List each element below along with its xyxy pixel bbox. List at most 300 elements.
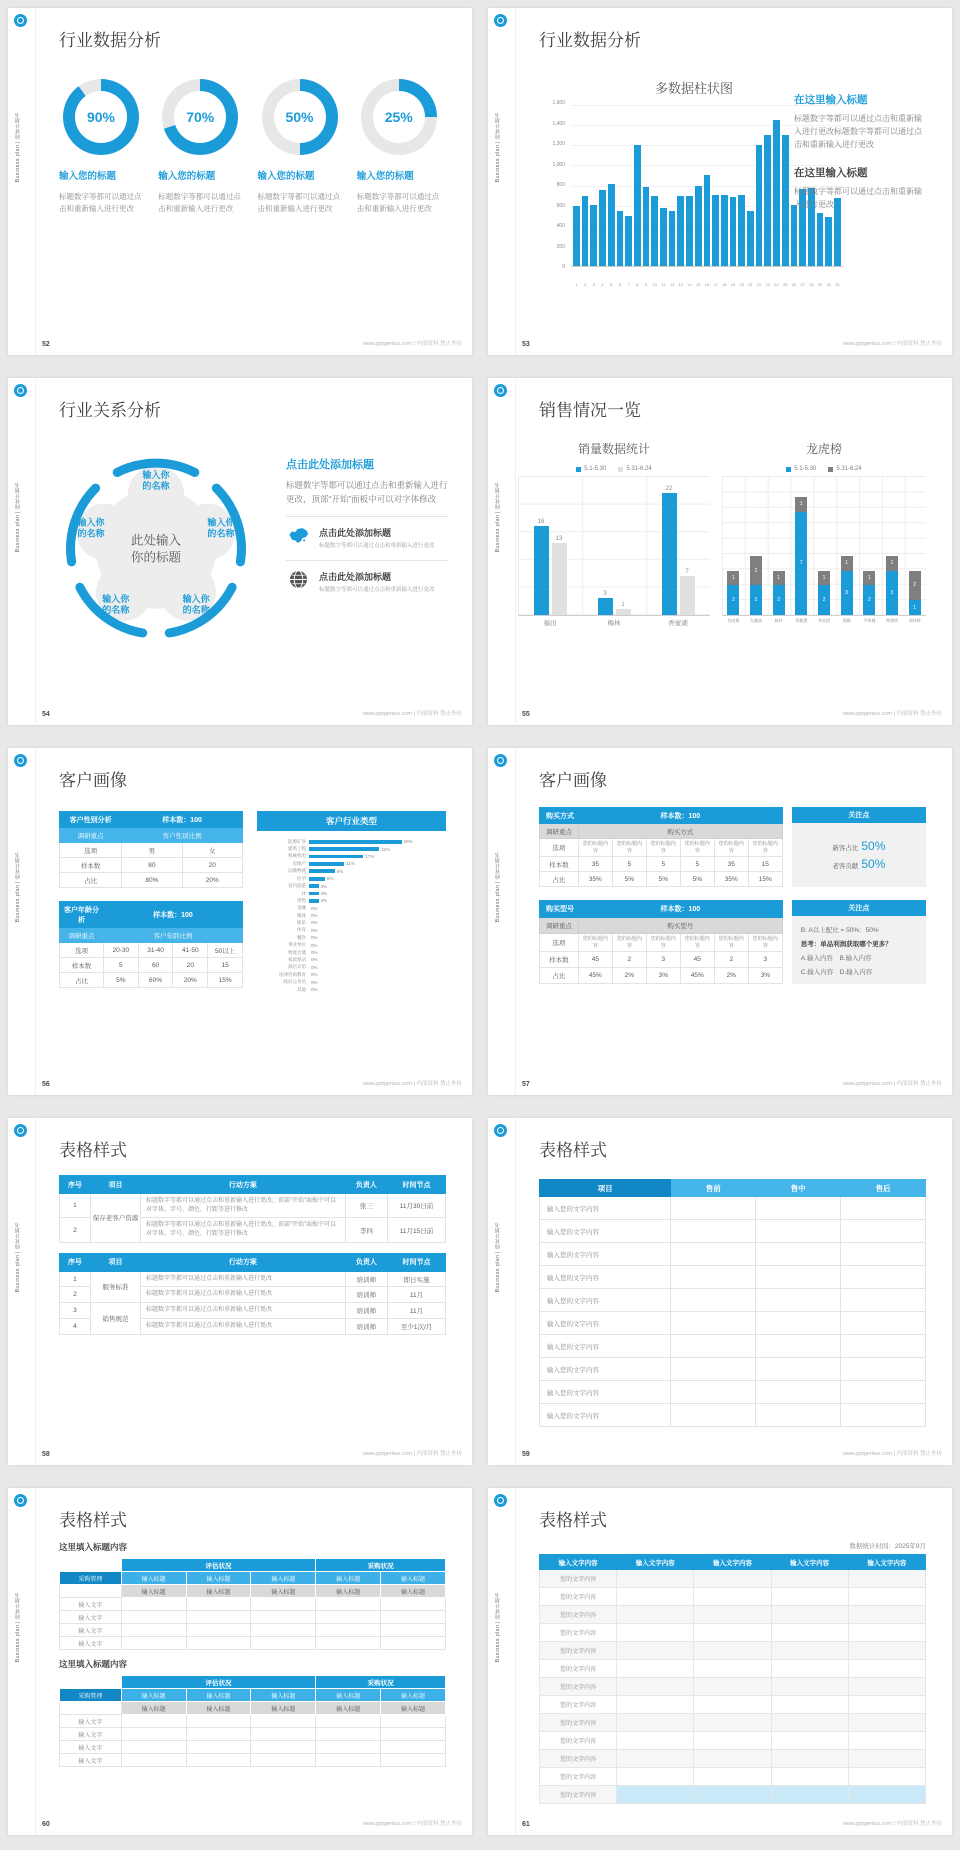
table-row <box>540 808 783 824</box>
x-tick-label: 15 <box>695 282 701 287</box>
table-cell <box>617 1714 694 1732</box>
slide-title: 行业关系分析 <box>59 401 161 420</box>
table-cell <box>671 1197 756 1220</box>
page-number: 61 <box>522 1821 530 1828</box>
table-cell: 3 <box>60 1303 91 1319</box>
table-cell: 您的文字内容 <box>540 1732 617 1750</box>
table-row <box>60 812 243 828</box>
category-label: 房地产 <box>292 860 306 866</box>
slide-title: 表格样式 <box>539 1511 607 1530</box>
sidebar-vertical-text: Business plan | 商业计划书 <box>495 851 501 923</box>
bar-group <box>662 486 695 615</box>
table-row <box>60 1624 446 1637</box>
table-cell <box>251 1624 316 1637</box>
table-cell <box>60 1585 122 1598</box>
bar-value: 22% <box>381 846 391 852</box>
note-highlight-value: 50% <box>861 839 886 853</box>
bar-value: 0% <box>311 942 318 948</box>
bar-segment: 3 <box>841 571 853 615</box>
table-cell <box>60 1676 122 1689</box>
table-cell <box>841 1381 926 1404</box>
table-cell: 调研重点 <box>60 928 104 943</box>
bar <box>721 195 728 266</box>
bar-value: 5% <box>327 876 334 882</box>
hbar-row <box>257 934 444 941</box>
table-cell: 输入文字 <box>60 1598 122 1611</box>
bar <box>309 862 344 866</box>
donut-chart <box>262 79 338 155</box>
x-tick-label: 3 <box>592 282 595 287</box>
note-title: 关注点 <box>792 807 926 823</box>
note-box <box>792 900 926 984</box>
item-title: 输入您的标题 <box>356 171 414 182</box>
x-tick-label: 14 <box>687 282 692 287</box>
table-cell: 张三 <box>345 1194 387 1218</box>
table-cell: 输入标题 <box>186 1689 251 1702</box>
table-row <box>540 1555 926 1570</box>
statistics-table <box>539 1554 926 1804</box>
bar-segment: 2 <box>773 585 785 615</box>
bar-value: 11% <box>346 861 355 867</box>
table-cell <box>316 1637 381 1650</box>
x-tick-label: 9 <box>644 282 648 287</box>
hbar-row <box>257 927 444 934</box>
bar <box>309 855 363 859</box>
bar <box>608 184 615 267</box>
table-cell: 35% <box>578 872 612 887</box>
list-item <box>286 560 448 604</box>
donut-chart <box>162 79 238 155</box>
table-cell: 占比 <box>540 968 579 984</box>
table-cell: 您的文字内容 <box>540 1606 617 1624</box>
table-row <box>60 1303 446 1319</box>
table-cell: 您的标题内容 <box>680 839 714 857</box>
table-cell <box>771 1606 848 1624</box>
slide-content <box>35 378 472 705</box>
y-tick-label: 400 <box>556 223 565 229</box>
table-cell: 评估状况 <box>121 1559 316 1572</box>
table-cell: 选项 <box>60 843 122 858</box>
donut-item <box>258 79 347 214</box>
bar-value: 0% <box>311 957 318 963</box>
donut-hole <box>274 91 326 143</box>
svg-text:输入你: 输入你 <box>77 517 105 528</box>
section-body: 标题数字等都可以通过点击和重新输入进行更改 <box>794 187 922 210</box>
table-cell: 45% <box>680 968 714 984</box>
table-cell: 您的标题内容 <box>612 933 646 952</box>
table-cell: 20 <box>182 858 242 873</box>
bar <box>309 847 379 851</box>
bar <box>764 135 771 266</box>
table-cell <box>848 1750 925 1768</box>
table-cell: 输入标题 <box>381 1689 446 1702</box>
table-cell: 输入您的文字内容 <box>540 1266 671 1289</box>
bar <box>773 120 780 266</box>
table-cell <box>771 1642 848 1660</box>
table-cell <box>316 1715 381 1728</box>
table-cell: 您的文字内容 <box>540 1768 617 1786</box>
bar <box>616 609 631 615</box>
item-body: 标题数字等都可以通过点击和重新输入进行更改 <box>257 192 340 213</box>
survey-table <box>59 901 243 988</box>
table-row <box>540 1768 926 1786</box>
bar-segment: 2 <box>727 585 739 615</box>
table-row <box>540 1180 926 1197</box>
table-cell: 输入标题 <box>381 1702 446 1715</box>
table-cell <box>694 1588 771 1606</box>
table-cell <box>381 1598 446 1611</box>
legend-item: 5.1-5.30 <box>576 466 606 472</box>
table-cell: 35% <box>714 872 748 887</box>
table-cell: 占比 <box>540 872 579 887</box>
table-row <box>60 1702 446 1715</box>
table-cell <box>841 1312 926 1335</box>
x-category-label: 周伟华 <box>908 618 921 623</box>
table-cell: 售前 <box>671 1180 756 1197</box>
bar <box>599 190 606 266</box>
slide-title: 表格样式 <box>59 1511 127 1530</box>
table-cell: 输入标题 <box>316 1585 381 1598</box>
table-cell <box>694 1660 771 1678</box>
table-cell <box>771 1768 848 1786</box>
bar-value: 0% <box>311 935 318 941</box>
table-cell: 采购管理 <box>60 1689 122 1702</box>
table-cell: 样本数 <box>60 858 122 873</box>
table-cell <box>121 1728 186 1741</box>
table-cell <box>848 1714 925 1732</box>
category-label: 娱乐 <box>297 919 306 925</box>
x-tick-label: 1 <box>575 282 578 287</box>
table-cell: 输入您的文字内容 <box>540 1220 671 1243</box>
footer-url: www.pptgenius.com | 内部资料 禁止外传 <box>363 1821 462 1827</box>
x-tick-label: 18 <box>722 282 727 287</box>
table-row <box>540 1381 926 1404</box>
table-cell <box>848 1642 925 1660</box>
chart-plot-area <box>722 476 926 616</box>
bar <box>309 869 335 873</box>
table-cell: 5% <box>680 872 714 887</box>
stacked-bar <box>773 571 785 615</box>
table-row <box>60 1585 446 1598</box>
table-cell: 您的标题内容 <box>680 933 714 952</box>
category-label: 零售 <box>297 897 306 903</box>
table-cell: 输入标题 <box>121 1585 186 1598</box>
slide-content <box>35 1118 472 1445</box>
x-category-label: 钟建明 <box>886 618 899 623</box>
action-plan-table <box>59 1175 446 1243</box>
table-row <box>60 943 243 958</box>
table-cell: 15 <box>208 958 243 973</box>
table-cell <box>756 1266 841 1289</box>
text-column <box>794 92 928 226</box>
table-cell <box>841 1289 926 1312</box>
x-category-label: 香蜜湖 <box>668 620 688 627</box>
stacked-bar <box>886 556 898 615</box>
table-cell <box>316 1754 381 1767</box>
table-cell: 输入标题 <box>316 1702 381 1715</box>
table-cell: 您的标题内容 <box>714 839 748 857</box>
table-cell: 15 <box>748 857 782 872</box>
evaluation-table <box>59 1675 446 1767</box>
svg-text:输入你: 输入你 <box>102 593 130 604</box>
chart-title: 龙虎榜 <box>805 442 842 456</box>
table-cell: 60 <box>138 958 173 973</box>
table-cell: 负责人 <box>345 1176 387 1194</box>
table-cell <box>121 1754 186 1767</box>
table-cell: 5 <box>680 857 714 872</box>
table-row <box>540 1243 926 1266</box>
table-cell: 输入标题 <box>251 1702 316 1715</box>
table-cell: 您的文字内容 <box>540 1642 617 1660</box>
donut-chart <box>361 79 437 155</box>
item-body: 标题数字等都可以通过点击和重新输入进行更改 <box>158 192 241 213</box>
x-tick-label: 5 <box>610 282 613 287</box>
hbar-row <box>257 986 444 993</box>
bar-segment: 7 <box>795 512 807 615</box>
logo-icon <box>14 1124 27 1137</box>
table-cell <box>186 1715 251 1728</box>
table-cell: 20% <box>173 973 208 988</box>
evaluation-table <box>59 1558 446 1650</box>
table-cell <box>617 1768 694 1786</box>
x-tick-label: 28 <box>809 282 814 287</box>
table-cell: 45% <box>578 968 612 984</box>
bar <box>573 206 580 266</box>
table-cell <box>316 1728 381 1741</box>
bar-with-label <box>552 536 567 615</box>
table-cell: 培训师 <box>345 1318 387 1334</box>
table-row <box>540 1335 926 1358</box>
bar-with-label <box>616 602 631 615</box>
slide-title: 表格样式 <box>539 1141 607 1160</box>
table-cell: 李四 <box>345 1218 387 1242</box>
y-tick-label: 600 <box>556 202 565 209</box>
table-row <box>540 968 783 984</box>
x-tick-label: 11 <box>661 282 666 287</box>
table-cell: 2% <box>612 968 646 984</box>
bar <box>582 196 589 266</box>
x-tick-label: 12 <box>669 282 675 287</box>
table-cell <box>671 1312 756 1335</box>
table-cell <box>756 1197 841 1220</box>
table-cell: 45 <box>578 952 612 968</box>
category-label: 体育 <box>297 927 306 933</box>
table-row <box>540 1606 926 1624</box>
svg-text:的名称: 的名称 <box>102 604 130 615</box>
table-cell: 样本数：100 <box>578 808 782 824</box>
donut-hole <box>75 91 127 143</box>
hbar-row <box>257 882 444 889</box>
bar-with-label <box>680 569 695 615</box>
item-body: 标题数字等都可以通过点击和重新输入进行更改 <box>319 543 435 550</box>
table-cell: 输入您的文字内容 <box>540 1312 671 1335</box>
x-category-label: 陈玲 <box>774 618 783 623</box>
footer-url: www.pptgenius.com | 内部资料 禁止外传 <box>843 341 942 347</box>
slide-title: 行业数据分析 <box>539 31 641 50</box>
slide-title: 客户画像 <box>539 771 607 790</box>
bar <box>669 211 676 266</box>
table-cell: 输入文字内容 <box>617 1555 694 1570</box>
table-row <box>60 1611 446 1624</box>
table-cell: 负责人 <box>345 1253 387 1271</box>
table-row <box>540 824 783 839</box>
table-cell: 选项 <box>540 839 579 857</box>
table-cell <box>848 1660 925 1678</box>
svg-text:的名称: 的名称 <box>182 604 210 615</box>
table-cell: 调研重点 <box>540 824 579 839</box>
bar <box>552 543 567 615</box>
table-row <box>60 1253 446 1271</box>
x-category-label: 尹华城 <box>863 618 876 623</box>
slide-58 <box>8 1118 472 1465</box>
item-title: 输入您的标题 <box>158 171 216 182</box>
table-cell: 11月 <box>388 1303 446 1319</box>
stacked-bar <box>841 556 853 615</box>
section-body: 标题数字等都可以通过点击和重新输入进行更改，顶部“开始”面板中可以对字体修改 <box>286 480 448 505</box>
table-cell <box>841 1243 926 1266</box>
bar-segment: 2 <box>750 556 762 586</box>
legend-item: 5.31-6.24 <box>828 466 861 472</box>
table-cell: 31-40 <box>138 943 173 958</box>
table-cell: 输入您的文字内容 <box>540 1404 671 1427</box>
table-cell: 输入您的文字内容 <box>540 1197 671 1220</box>
table-cell <box>251 1611 316 1624</box>
x-tick-label: 30 <box>826 282 831 287</box>
table-cell <box>617 1588 694 1606</box>
hbar-row <box>257 941 444 948</box>
chart-plot-area <box>518 476 710 616</box>
hbar-chart <box>257 831 446 993</box>
bar <box>747 211 754 266</box>
slide-body <box>59 1541 446 1767</box>
table-column <box>59 811 243 1001</box>
table-cell: 样本数：100 <box>122 812 243 828</box>
donut-hole <box>373 91 425 143</box>
slide-content <box>515 1488 952 1815</box>
table-row <box>60 1689 446 1702</box>
table-cell <box>841 1220 926 1243</box>
table-cell: 您的文字内容 <box>540 1714 617 1732</box>
slide-body <box>59 811 446 1001</box>
note-line: A.输入内容 B.输入内容 <box>800 954 872 962</box>
table-cell <box>756 1404 841 1427</box>
table-row <box>60 1715 446 1728</box>
y-tick-label: 1,200 <box>552 141 565 147</box>
table-cell <box>771 1588 848 1606</box>
table-cell <box>186 1624 251 1637</box>
table-cell <box>848 1606 925 1624</box>
table-cell: 输入标题 <box>251 1689 316 1702</box>
table-row <box>540 1404 926 1427</box>
table-cell <box>251 1741 316 1754</box>
table-cell: 调研重点 <box>60 828 122 843</box>
table-row <box>60 1754 446 1767</box>
table-cell <box>121 1637 186 1650</box>
table-cell <box>381 1611 446 1624</box>
svg-text:输入你: 输入你 <box>142 470 170 481</box>
svg-text:的名称: 的名称 <box>77 528 105 539</box>
hbar-row <box>257 868 444 875</box>
table-cell <box>756 1381 841 1404</box>
bar-group <box>598 591 631 615</box>
table-cell <box>694 1678 771 1696</box>
table-row <box>60 1741 446 1754</box>
table-cell <box>694 1732 771 1750</box>
bar-segment: 1 <box>795 497 807 512</box>
table-cell <box>771 1786 848 1804</box>
hbar-row <box>257 971 444 978</box>
donut-chart-row <box>59 79 446 214</box>
hbar-row <box>257 949 444 956</box>
bar-segment: 1 <box>909 600 921 615</box>
bar-with-label <box>662 486 677 615</box>
stacked-bar <box>909 571 921 615</box>
table-cell: 样本数 <box>60 958 104 973</box>
donut-item <box>59 79 148 214</box>
bar <box>309 840 402 844</box>
table-cell: 行动方案 <box>141 1253 346 1271</box>
table-cell <box>694 1642 771 1660</box>
section-title: 在这里输入标题 <box>794 167 868 180</box>
x-category-label: 福田 <box>543 620 557 627</box>
table-cell <box>771 1570 848 1588</box>
table-cell: 50以上 <box>208 943 243 958</box>
logo-icon <box>14 754 27 767</box>
table-cell: 样本数 <box>540 952 579 968</box>
slide-title: 行业数据分析 <box>59 31 161 50</box>
table-cell <box>671 1243 756 1266</box>
bar <box>598 598 613 615</box>
table-cell <box>848 1696 925 1714</box>
item-body: 标题数字等都可以通过点击和重新输入进行更改 <box>356 192 440 213</box>
table-cell: 输入文字 <box>60 1611 122 1624</box>
note-line: 思考：单品利润获取哪个更多？ <box>800 940 892 948</box>
page-number: 55 <box>522 711 530 718</box>
bar-value: 3% <box>320 883 328 889</box>
donut-chart <box>63 79 139 155</box>
bar <box>660 208 667 266</box>
footer-url: www.pptgenius.com | 内部资料 禁止外传 <box>843 1081 942 1087</box>
bar <box>695 186 702 267</box>
x-tick-label: 6 <box>618 282 621 287</box>
relationship-diagram <box>53 444 259 650</box>
legend-swatch <box>828 467 833 472</box>
group-title: 这里填入标题内容 <box>59 1542 128 1552</box>
table-cell <box>771 1732 848 1750</box>
table-cell: 样本数：100 <box>578 901 782 918</box>
bar-value: 0% <box>311 913 318 919</box>
note-line: 老客贡献 50% <box>832 857 886 871</box>
table-cell <box>251 1637 316 1650</box>
table-cell: 输入文字 <box>60 1637 122 1650</box>
survey-table <box>539 900 783 984</box>
table-cell <box>694 1714 771 1732</box>
table-cell: 输入标题 <box>251 1585 316 1598</box>
table-row <box>540 933 783 952</box>
logo-icon <box>494 384 507 397</box>
category-label: 机械机电 <box>288 853 306 859</box>
table-cell <box>316 1611 381 1624</box>
table-cell: 项目 <box>540 1180 671 1197</box>
slide-55 <box>488 378 952 725</box>
action-plan-table <box>59 1253 446 1335</box>
bar-segment: 2 <box>909 571 921 601</box>
table-cell: 您的标题内容 <box>748 839 782 857</box>
table-cell: 20% <box>182 873 242 888</box>
note-body <box>792 916 926 984</box>
bar <box>738 195 745 266</box>
table-cell <box>617 1732 694 1750</box>
